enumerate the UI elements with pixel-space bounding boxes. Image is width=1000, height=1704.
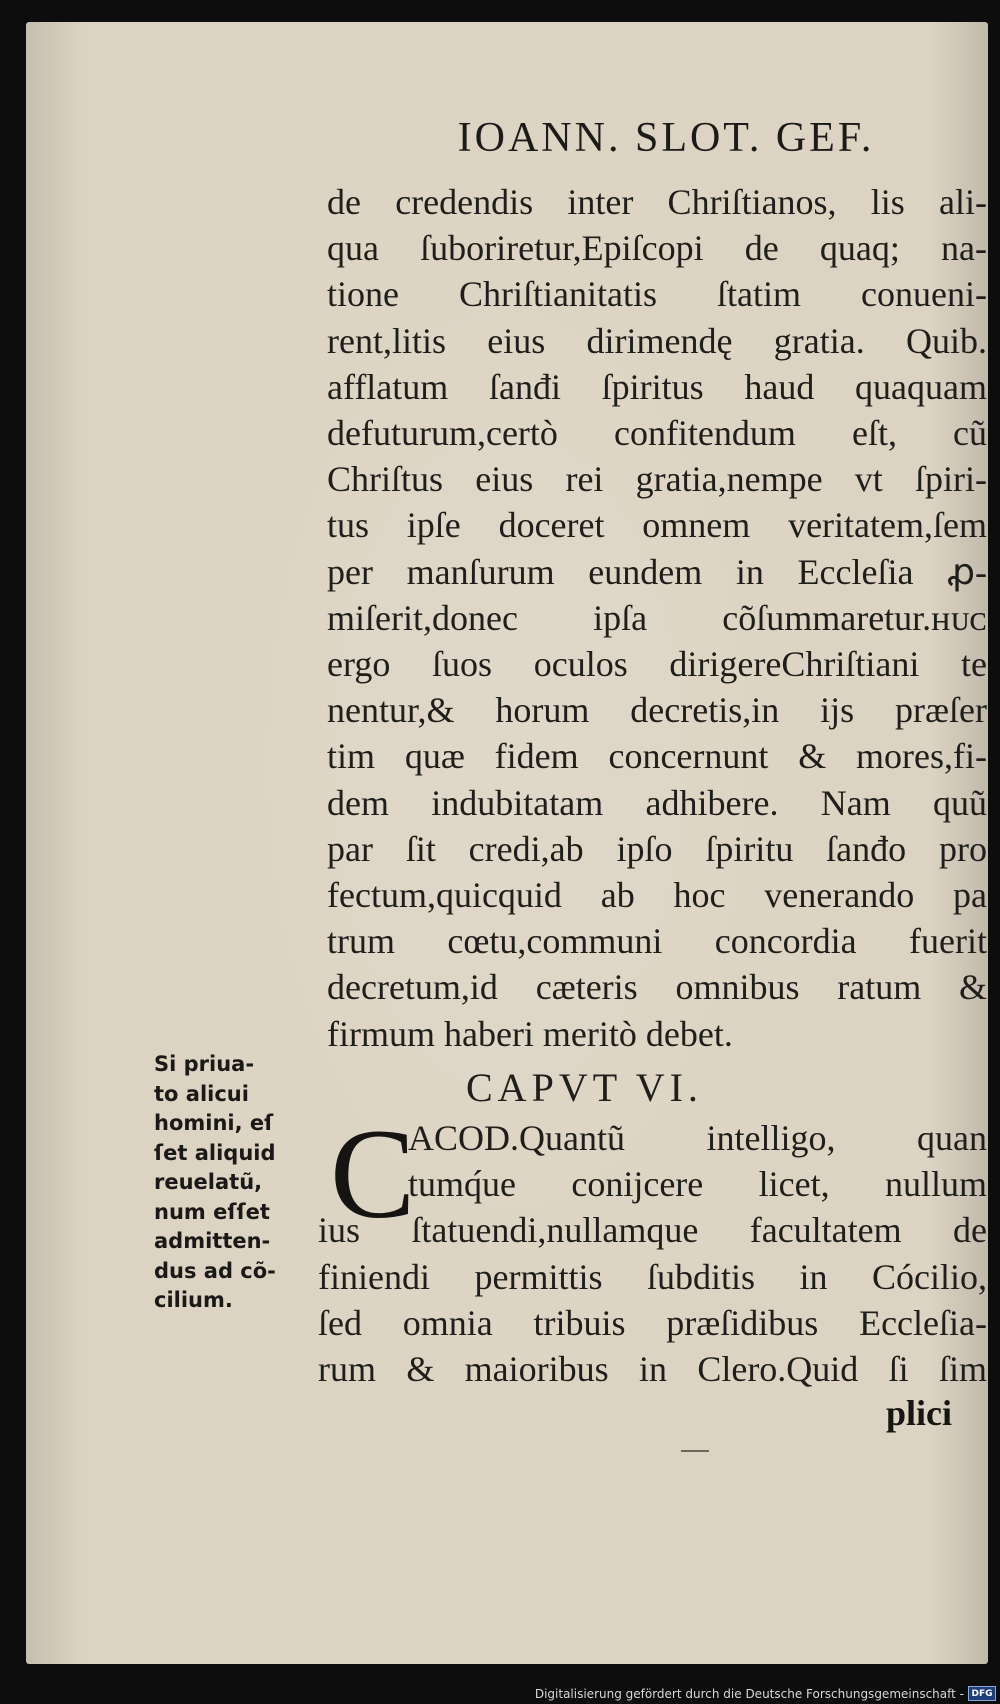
text-line: rent,litis eius dirimendę gratia. Quib.	[327, 320, 987, 361]
book-page	[26, 22, 988, 1664]
text-line: tione Chriſtianitatis ſtatim conueni-	[327, 274, 987, 315]
text-line: dem indubitatam adhibere. Nam quũ	[327, 782, 987, 823]
marginal-note-line: num eſſet	[154, 1199, 270, 1224]
marginal-note-line: admitten-	[154, 1229, 271, 1253]
drop-initial: C	[330, 1103, 416, 1245]
text-line: decretum,id cæteris omnibus ratum &	[327, 967, 987, 1008]
marginal-note-line: homini, eſ	[154, 1111, 274, 1135]
text-line: tus ipſe doceret omnem veritatem,ſem	[327, 505, 987, 546]
page-mark	[681, 1450, 709, 1452]
marginal-note-line: cilium.	[154, 1288, 233, 1312]
text-line: miſerit,donec ipſa cõſummaretur.ʜᴜᴄ	[327, 597, 987, 638]
text-line: fectum,quicquid ab hoc venerando pa	[327, 875, 987, 916]
chapter-text	[318, 1115, 987, 1392]
text-line: ACOD.Quantũ intelligo, quan	[408, 1118, 987, 1158]
text-line: de credendis inter Chriſtianos, lis ali-	[327, 182, 987, 222]
text-line: rum & maioribus in Clero.Quid ſi ſim	[318, 1349, 987, 1390]
text-line: ergo ſuos oculos dirigereChriſtiani te	[327, 644, 987, 685]
text-line: ius ſtatuendi,nullamque facultatem de	[318, 1210, 987, 1251]
body-text	[327, 179, 987, 1057]
funding-credit: Digitalisierung gefördert durch die Deutsche Forschungsgemeinschaft -	[534, 1687, 964, 1701]
dfg-logo: DFG	[968, 1686, 996, 1701]
text-line: tumq́ue conijcere licet, nullum	[408, 1164, 987, 1205]
text-line: Chriſtus eius rei gratia,nempe vt ſpiri-	[327, 459, 987, 500]
marginal-note-line: dus ad cõ-	[154, 1258, 276, 1283]
marginal-note-line: Si priua-	[154, 1052, 255, 1076]
marginal-note-line: reuelatũ,	[154, 1170, 263, 1194]
chapter-heading: CAPVT VI.	[466, 1065, 703, 1110]
marginal-note-line: to alicui	[154, 1081, 249, 1106]
text-line: defuturum,certò confitendum eſt, cũ	[327, 413, 987, 454]
footer-bar	[0, 1682, 1000, 1704]
text-line: finiendi permittis ſubditis in Cócilio,	[318, 1256, 987, 1297]
text-line: per manſurum eundem in Eccleſia ꝓ-	[327, 551, 987, 592]
text-line: ſed omnia tribuis præſidibus Eccleſia-	[318, 1302, 987, 1343]
text-line: tim quæ fidem concernunt & mores,fi-	[327, 736, 987, 777]
text-line: nentur,& horum decretis,in ijs præſer	[327, 690, 987, 731]
text-line: firmum haberi meritò debet.	[327, 1013, 733, 1054]
text-line: qua ſuboriretur,Epiſcopi de quaq; na-	[327, 228, 987, 269]
text-line: par ſit credi,ab ipſo ſpiritu ſanđo pro	[327, 828, 987, 869]
catchword: plici	[886, 1393, 953, 1433]
text-line: trum cœtu,communi concordia fuerit	[327, 921, 987, 962]
marginal-note	[154, 1050, 314, 1316]
text-line: afflatum ſanđi ſpiritus haud quaquam	[327, 366, 987, 407]
running-head: IOANN. SLOT. GEF.	[457, 115, 875, 161]
marginal-note-line: ſet aliquid	[154, 1140, 276, 1165]
